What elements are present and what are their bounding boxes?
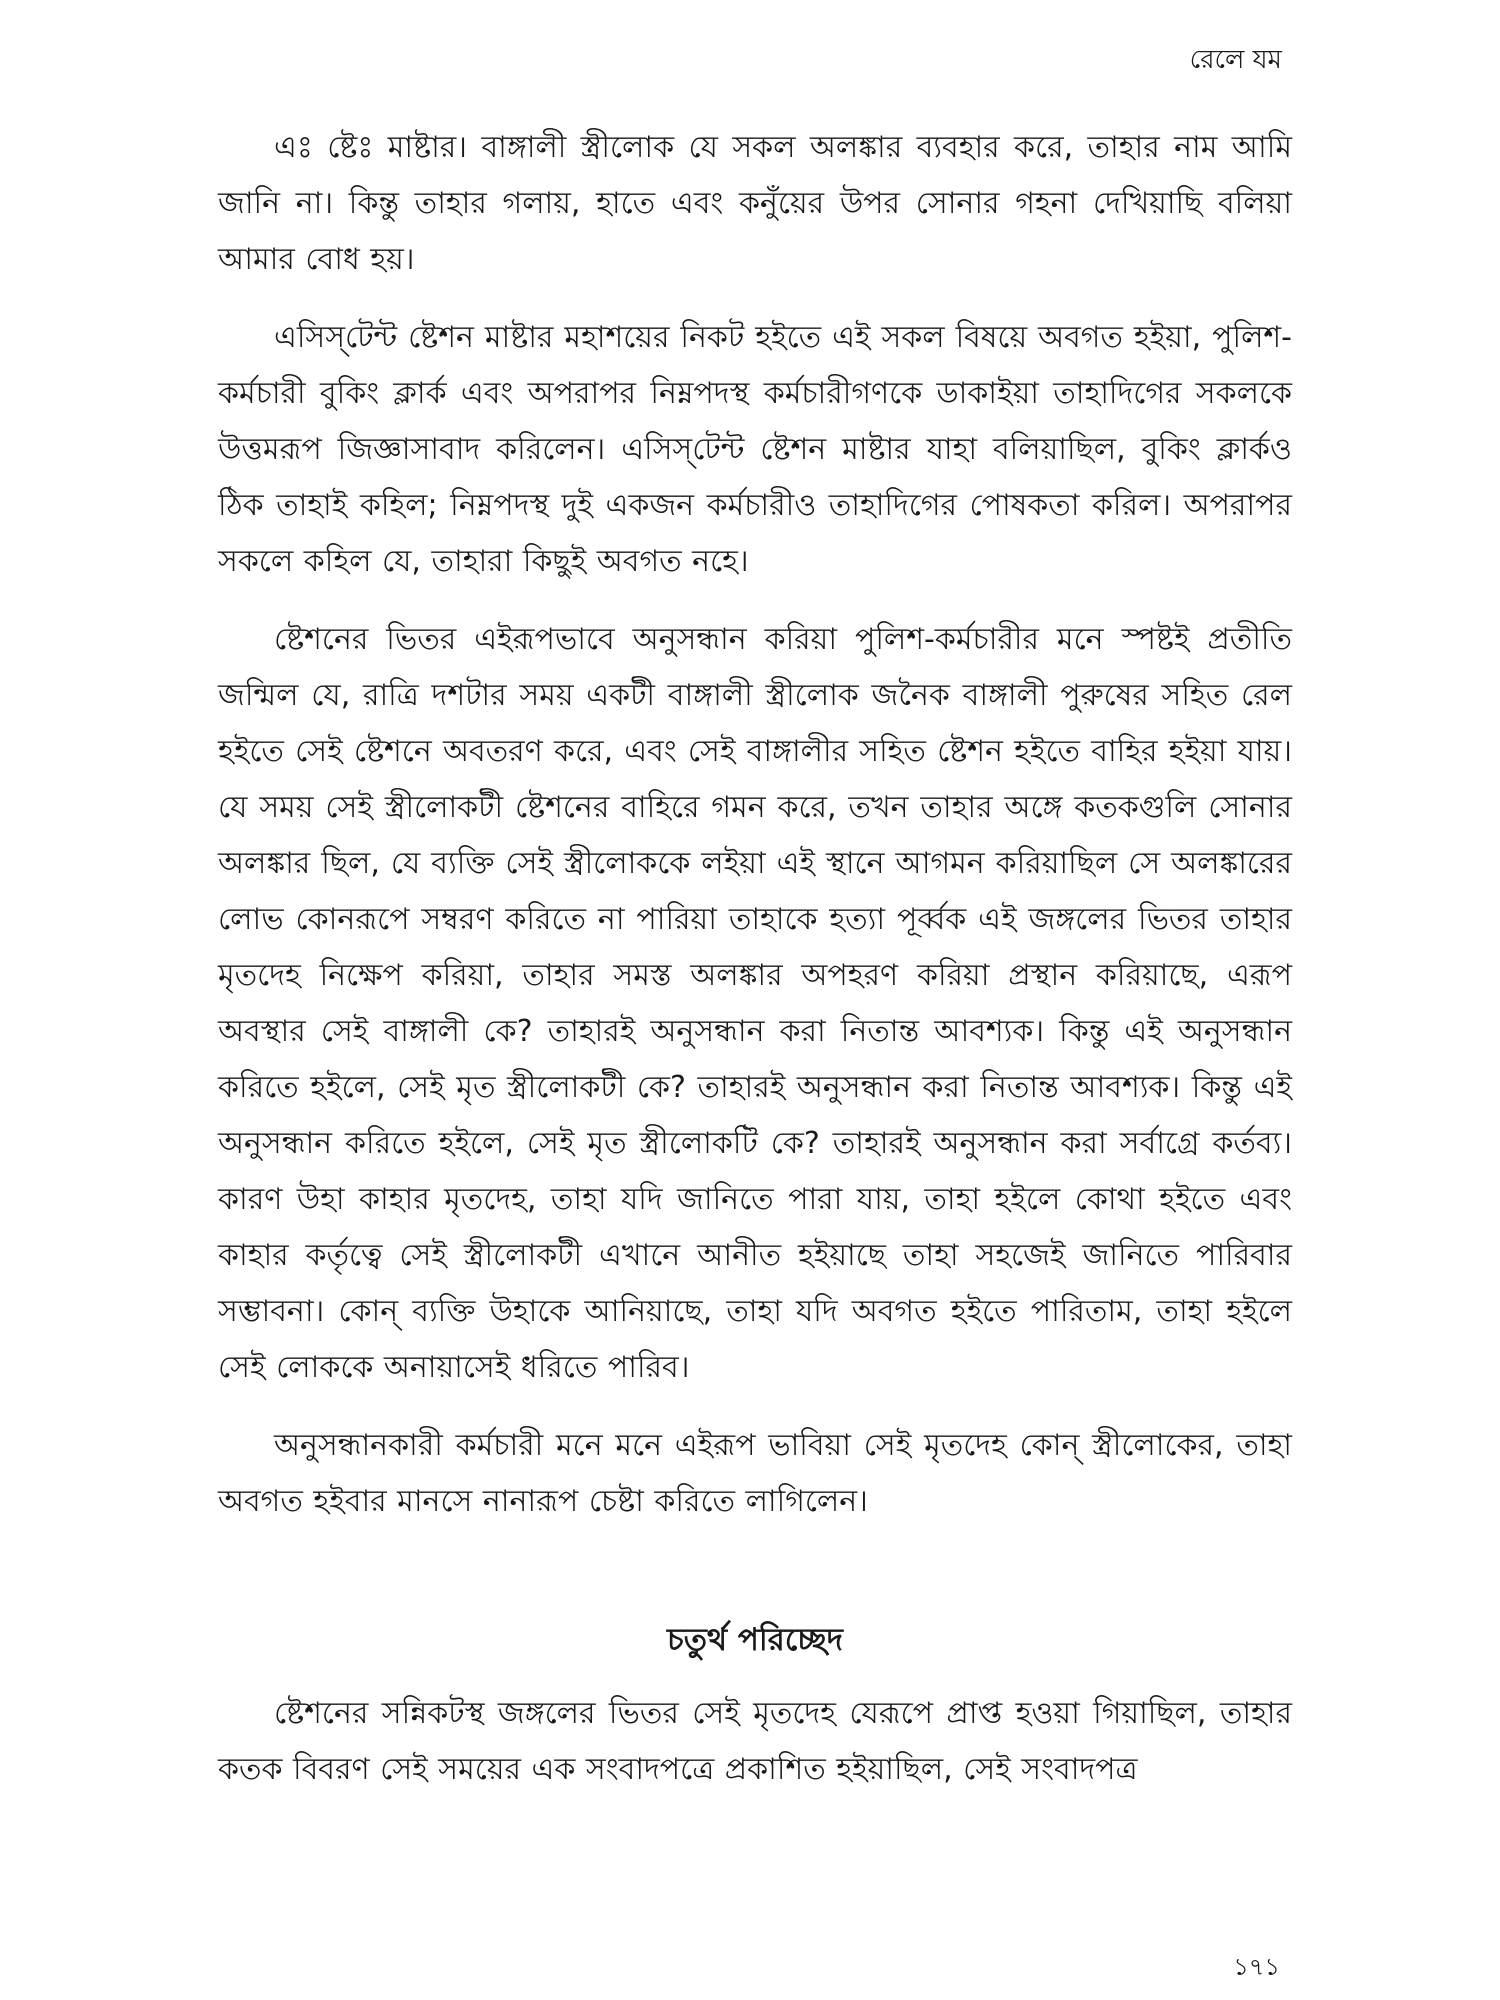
paragraph-2: এসিস্‌টেন্ট ষ্টেশন মাষ্টার মহাশয়ের নিকট হইতে এই সকল বিষয়ে অবগত হইয়া, পুলিশ-কর্মচারী বুকিং ক্লার্ক এবং অপরাপর নিম্নপদস্থ কর্মচারীগণকে ডাকাইয়া তাহাদিগের সকলকে উত্তমরূপ জিজ্ঞাসাবাদ করিলেন। এসিস্‌টেন্ট ষ্টেশন মাষ্টার যাহা বলিয়াছিল, বুকিং ক্লার্কও ঠিক তাহাই কহিল; নিম্নপদস্থ দুই একজন কর্মচারীও তাহাদিগের পোষকতা করিল। অপরাপর সকলে কহিল যে, তাহারা কিছুই অবগত নহে। [218, 320, 1292, 579]
body-text [218, 120, 1292, 1820]
chapter-paragraph-1: ষ্টেশনের সন্নিকটস্থ জঙ্গলের ভিতর সেই মৃতদেহ যেরূপে প্রাপ্ত হওয়া গিয়াছিল, তাহার কতক বিবরণ সেই সময়ের এক সংবাদপত্রে প্রকাশিত হইয়াছিল, সেই সংবাদপত্র [218, 1696, 1292, 1787]
page-number: ১৭১ [1233, 1953, 1280, 1981]
paragraph-1: এঃ ষ্টেঃ মাষ্টার। বাঙ্গালী স্ত্রীলোক যে সকল অলঙ্কার ব্যবহার করে, তাহার নাম আমি জানি না। কিন্তু তাহার গলায়, হাতে এবং কনুঁয়ের উপর সোনার গহনা দেখিয়াছি বলিয়া আমার বোধ হয়। [218, 130, 1292, 277]
paragraph-4: অনুসন্ধানকারী কর্মচারী মনে মনে এইরূপ ভাবিয়া সেই মৃতদেহ কোন্ স্ত্রীলোকের, তাহা অবগত হইবার মানসে নানারূপ চেষ্টা করিতে লাগিলেন। [218, 1428, 1292, 1519]
running-header: রেলে যম [1189, 45, 1282, 75]
chapter-heading: চতুর্থ পরিচ্ছেদ [667, 1622, 843, 1658]
paragraph-3: ষ্টেশনের ভিতর এইরূপভাবে অনুসন্ধান করিয়া পুলিশ-কর্মচারীর মনে স্পষ্টই প্রতীতি জন্মিল যে, রাত্রি দশটার সময় একটী বাঙ্গালী স্ত্রীলোক জনৈক বাঙ্গালী পুরুষের সহিত রেল হইতে সেই ষ্টেশনে অবতরণ করে, এবং সেই বাঙ্গালীর সহিত ষ্টেশন হইতে বাহির হইয়া যায়। যে সময় সেই স্ত্রীলোকটী ষ্টেশনের বাহিরে গমন করে, তখন তাহার অঙ্গে কতকগুলি সোনার অলঙ্কার ছিল, যে ব্যক্তি সেই স্ত্রীলোককে লইয়া এই স্থানে আগমন করিয়াছিল সে অলঙ্কারের লোভ কোনরূপে সম্বরণ করিতে না পারিয়া তাহাকে হত্যা পূর্ব্বক এই জঙ্গলের ভিতর তাহার মৃতদেহ নিক্ষেপ করিয়া, তাহার সমস্ত অলঙ্কার অপহরণ করিয়া প্রস্থান করিয়াছে, এরূপ অবস্থার সেই বাঙ্গালী কে? তাহারই অনুসন্ধান করা নিতান্ত আবশ্যক। কিন্তু এই অনুসন্ধান করিতে হইলে, সেই মৃত স্ত্রীলোকটী কে? তাহারই অনুসন্ধান করা নিতান্ত আবশ্যক। কিন্তু এই অনুসন্ধান করিতে হইলে, সেই মৃত স্ত্রীলোকটি কে? তাহারই অনুসন্ধান করা সর্বাগ্রে কর্তব্য। কারণ উহা কাহার মৃতদেহ, তাহা যদি জানিতে পারা যায়, তাহা হইলে কোথা হইতে এবং কাহার কর্তৃত্বে সেই স্ত্রীলোকটী এখানে আনীত হইয়াছে তাহা সহজেই জানিতে পারিবার সম্ভাবনা। কোন্ ব্যক্তি উহাকে আনিয়াছে, তাহা যদি অবগত হইতে পারিতাম, তাহা হইলে সেই লোককে অনায়াসেই ধরিতে পারিব। [218, 622, 1292, 1385]
